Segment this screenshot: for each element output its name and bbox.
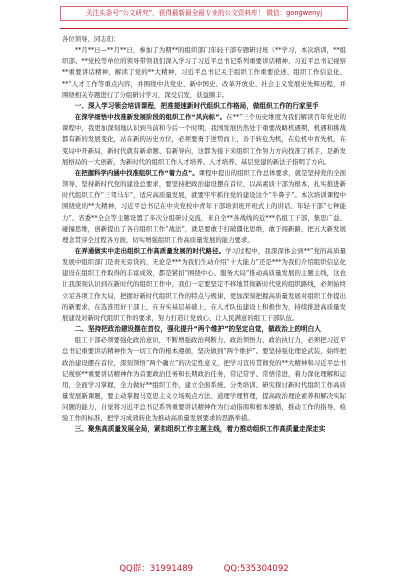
paragraph-text: **月**日—**月**日，参加了为期**的组织部门年轻干部专题研讨班（**学习，本次培训，**组织部、**党校等单位的领导带领我们深入学习了习近平总书记系列重要讲话精神、习近平总书记视察**重要讲话精神，解读了党的**大精神、习近平总书记关于组织工作重要论述、组织工作信息化、**”人才工作等重点内容，并围绕中共党史、新中国史、改革开放史、社会主义发展史先辉历程，并围绕相关专题进行了分组研讨学习，深受启发，获益颇丰。 [62, 46, 346, 99]
footer [0, 563, 408, 575]
paragraph-list [62, 45, 346, 435]
paragraph-text: 三、聚焦高质量发展全局，紧扣组织工作主题主线，着力推动组织工作高质量走深走实 [74, 425, 326, 434]
header-banner: 关注头条号“公文研究”，获得最新最全最专业的公文资料库！ 微信：gongwenyj [60, 6, 348, 21]
paragraph-lead: 在把握科学内涵中找准组织工作“着力点”。 [74, 168, 199, 177]
paragraph-lead: 在弄通做实中走出组织工作高质量发展的时代路径。 [74, 246, 226, 255]
document-body [62, 34, 346, 560]
paragraph-lead: 在深学细悟中找准新发展阶段的组织工作“风向标”。 [74, 113, 227, 122]
section-heading [62, 101, 346, 112]
section-heading [62, 324, 346, 335]
paragraph-text: 一、深入学习领会培训课程，把准提速新时代组织工作格局，做组织工作的行家里手 [74, 101, 319, 110]
paragraph [62, 246, 346, 324]
salutation: 各位领导、同志们： [62, 35, 120, 43]
header-rule [60, 28, 348, 29]
paragraph [62, 112, 346, 168]
footer-qq-group: QQ群：31991489 [119, 564, 194, 574]
section-heading [62, 424, 346, 435]
paragraph-text: 组工干部必须要强化政治意识，不断增强政治判断力、政治领悟力、政治执行力，必须把习近平总书记重要讲话精神作为一切工作的根本遵循，坚决做到“两个维护”。要坚持强化理论武装，始终把政治建设摆在首位，深刻领悟“两个确立”的决定性意义，把学习宣传贯彻党的**大精神和习近平总书记视察**重要讲话精神作为首要政治任务和长期政治任务，常记常学、常悟常进，着力深化理解和运用，全面学习掌握，全力做好**组织工作，建立全面系统、分类培训、研究探讨新时代组织工作高质量发展新课题，要主动掌握马克思主义立场观点方法、道理学理哲理，提高政治理论素养和解决实际问题的能力，自觉将习近平总书记系列重要讲话精神作为行动指南和根本遵循，推动工作的指导、检验工作的标准，把学习成效转化为推动高质量发展要求的思路举措。 [62, 336, 346, 423]
paragraph-text: 课程中提出的组织工作总体要求，就是坚持党的全面领导、坚持新时代党的建设总要求，要坚持把政治建设摆在首位、以高素质干部为根本，扎实推进新时代组织工作“三驾马车”，适应高质量发展，就要牢牢抓住党的建设这个“牛鼻子”。本次培训课程中围绕党的**大精神、习近平总书记在中央党校中青年干部培训班开班式上的讲话、年轻干部“七种能力”、省委**全会等主题设置了多次分组研讨交流，来自全**各战线的近***名组工干部，集思广益、碰撞思维，创新提出了各自组织工作“战法”，就是要敢于打破僵化思维，敢于闯新路，把五大新发展理念贯穿全过程各方面，切实增强组织工作高质量发展的能力要求。 [62, 168, 346, 244]
paragraph-text: 二、坚持把政治建设摆在首位，强化提升“两个维护”的坚定自觉，做政治上的明白人 [74, 325, 321, 334]
paragraph-text: 学习过程中，我深深体会到**”党的高质量发展中组织部门是责无旁贷的，无论是***为我们生动介绍“十大能力”还是***为我们介绍组织信息化建设在组织工作取得的丰富成效，都是紧扣“围绕中心、服务大局”推动高质量发展的主题主线，这也让我深刻认识到在新时代的组织工作中，我们一定要坚定不移地贯彻新时代党的组织路线，必须始终立足各项工作大局，把握好新时代组织工作的特点与规律，更加深刻把握高质量发展对组织工作提出的新要求，在选准用好干部上，在夯实基层基础上，在人才队伍建设上积极作为，持续推进高质量发展建设对新时代组织工作的要求，努力打造让党放心、让人民满意的组工干部队伍。 [62, 246, 346, 322]
paragraph [62, 168, 346, 246]
paragraph-text: 在**”三个历史维度为我们解读百年党史的课程中，我更加深刻地认识到当前和今后一个时期，我国发展仍然处于重要战略机遇期，机遇和挑战都有新的发展变化，站在新的历史方位，必须要勇于逆势而上，善于转危为机，在危机中育先机，在变局中开新局，新时代就有新命题、有新导向，这都为接下来组织工作努力方向找准了抓手，是新发展格局的一大创新，为新时代的组织工作人才培养、人才培养、基层党建的新法子指明了方向。 [62, 113, 346, 166]
paragraph [62, 335, 346, 424]
footer-qq: QQ:535304092 [223, 564, 289, 574]
paragraph [62, 45, 346, 101]
